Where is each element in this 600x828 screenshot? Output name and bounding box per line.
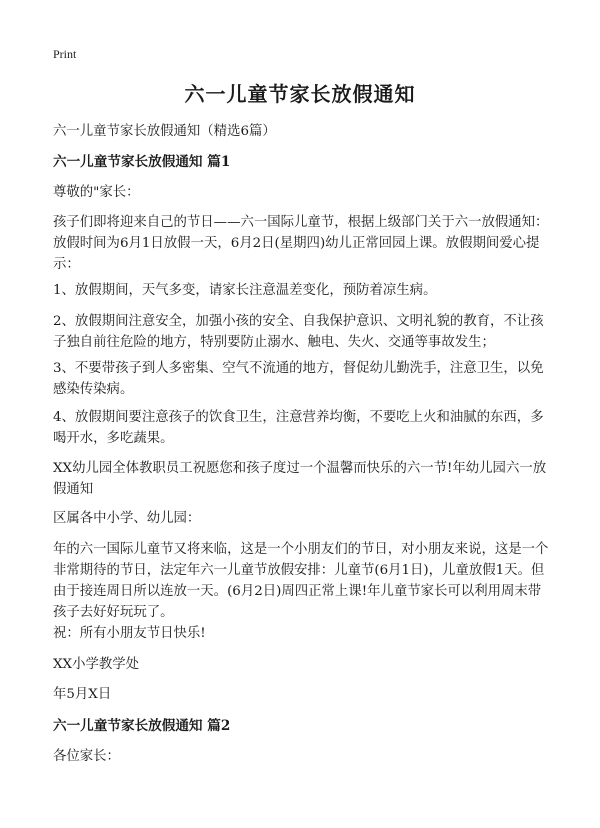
tip-1: 1、放假期间，天气多变，请家长注意温差变化，预防着凉生病。 [53,283,437,298]
recipient-2: 区属各中小学、幼儿园： [53,511,201,526]
intro-paragraph: 孩子们即将迎来自己的节日——六一国际儿童节，根据上级部门关于六一放假通知：放假时间为6月1日放假一天，6月2日(星期四)幼儿正常回园上课。放假期间爱心提示： [53,215,549,272]
document-title: 六一儿童节家长放假通知 [184,82,416,106]
closing-paragraph-1: XX幼儿园全体教职员工祝愿您和孩子度过一个温馨而快乐的六一节!年幼儿园六一放假通知 [53,461,547,497]
document-subtitle: 六一儿童节家长放假通知（精选6篇） [53,124,276,139]
wish-line: 祝：所有小朋友节日快乐! [53,626,206,641]
tip-4: 4、放假期间要注意孩子的饮食卫生，注意营养均衡，不要吃上火和油腻的东西，多喝开水，多吃蔬果。 [53,410,544,446]
signature-line: XX小学教学处 [53,657,140,672]
section-heading-1: 六一儿童节家长放假通知 篇1 [53,154,231,170]
tip-3: 3、不要带孩子到人多密集、空气不流通的地方，督促幼儿勤洗手，注意卫生，以免感染传染病。 [53,361,544,397]
date-line: 年5月X日 [53,687,112,702]
salutation-1: 尊敬的"家长： [53,185,140,200]
section-heading-2: 六一儿童节家长放假通知 篇2 [53,718,231,734]
body-paragraph-2: 年的六一国际儿童节又将来临，这是一个小朋友们的节日，对小朋友来说，这是一个非常期待的节日，法定年六一儿童节放假安排：儿童节(6月1日)，儿童放假1天。但由于接连周日所以连放一天。(6月2日)周四正常上课!年儿童节家长可以利用周末带孩子去好好玩玩了。 [53,542,549,620]
salutation-2: 各位家长： [53,749,120,764]
tip-2: 2、放假期间注意安全，加强小孩的安全、自我保护意识、文明礼貌的教育，不让孩子独自前往危险的地方，特别要防止溺水、触电、失火、交通等事故发生； [53,314,544,350]
print-label: Print [53,47,77,61]
